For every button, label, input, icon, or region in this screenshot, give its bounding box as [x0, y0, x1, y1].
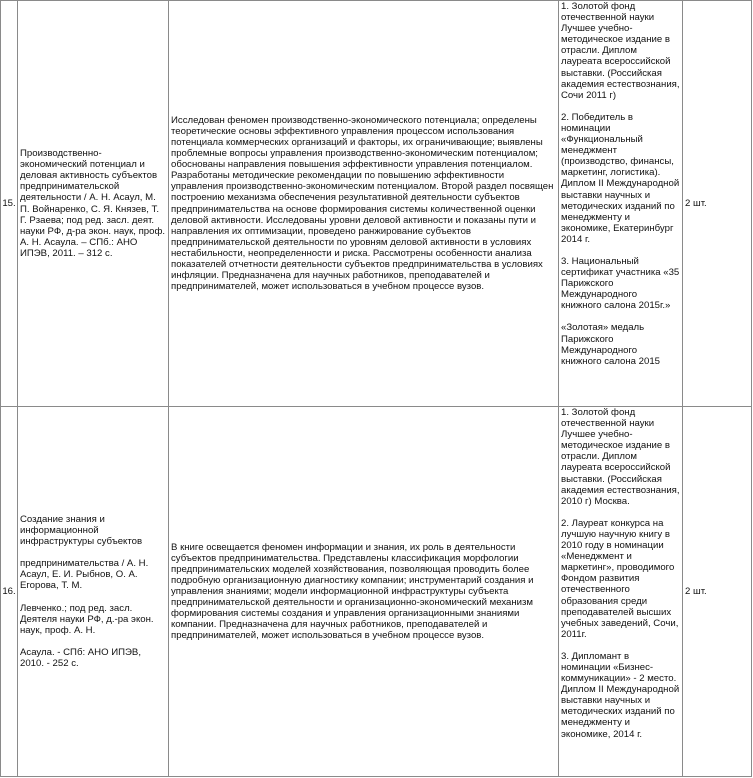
award-item: 2. Лауреат конкурса на лучшую научную книгу в 2010 году в номинации «Менеджмент и маркетинг», проводимого Фондом развития отечественного образования среди преподавателей высших учебных заведений, Сочи, 2011г. [561, 517, 679, 640]
row-number: 15. [1, 1, 18, 407]
awards-cell [559, 1, 683, 407]
award-item: 1. Золотой фонд отечественной науки Лучшее учебно-методическое издание в отрасли. Диплом лауреата всероссийской выставки. (Российская академия естествознания, 2010 г) Москва. [561, 407, 680, 507]
book-authors: предпринимательства / А. Н. Асаул, Е. И. Рыбнов, О. А. Егорова, Т. М. [20, 558, 149, 592]
table-row [1, 407, 752, 777]
book-description: Исследован феномен производственно-экономического потенциала; определены теоретические основы эффективного управления процессом использования потенциала коммерческих организаций и факторы, их ограничивающие; выявлены проблемные вопросы управления производственно-экономическим потенциалом; обоснованы направления повышения эффективности управления потенциалом. Разработаны методические рекомендации по повышению эффективности управления производственно-экономическим потенциалом. Второй раздел посвящен построению механизма обеспечения результативной деятельности субъектов предпринимательства на основе формирования системы количественной оценки деловой активности. Исследованы уровни деловой активности и показаны пути и направления их оптимизации, проведено ранжирование субъектов предпринимательской деятельности по уровням деловой активности в условиях нестабильности, неопределенности и риска. Рассмотрены особенности анализа показателей отчетности деятельности субъектов предпринимательства в условиях инфляции. Предназначена для научных работников, преподавателей и предпринимателей, может использоваться в учебном процессе вузов. [169, 1, 559, 407]
award-item: «Золотая» медаль Парижского Международного книжного салона 2015 [561, 322, 661, 367]
book-editors: Левченко.; под ред. засл. Деятеля науки РФ, д.-ра экон. наук, проф. А. Н. [20, 602, 154, 636]
award-item: 2. Победитель в номинации «Функциональный менеджмент (производство, финансы, маркетинг, логистика). Диплом II Международной выставки научных и методических изданий по менеджменту и экономике, Екатеринбург 2014 г. [561, 111, 680, 245]
book-title: Создание знания и информационной инфраструктуры субъектов [20, 513, 143, 548]
book-title-cell [18, 1, 169, 407]
book-publisher: Асаула. - СПб: АНО ИПЭВ, 2010. - 252 с. [20, 646, 141, 669]
award-item: 3. Национальный сертификат участника «35 Парижского Международного книжного салона 2015г.» [561, 255, 680, 312]
quantity: 2 шт. [683, 407, 752, 777]
award-item: 1. Золотой фонд отечественной науки Лучшее учебно-методическое издание в отрасли. Диплом лауреата всероссийской выставки. (Российская академия естествознания, Сочи 2011 г) [561, 1, 680, 101]
book-description: В книге освещается феномен информации и знания, их роль в деятельности субъектов предпринимательства. Представлены классификация морфологии предпринимательских моделей хозяйствования, позволяющая проводить более подробную организационную диагностику компании; инструментарий создания и управления знаниями; модели информационной инфраструктуры субъекта предпринимательской деятельности и организационно-экономический механизм формирования системы создания и управления организационными знаниями компании. Предназначена для научных работников, преподавателей и предпринимателей, может использоваться в учебном процессе вузов. [169, 407, 559, 777]
row-number: 16. [1, 407, 18, 777]
quantity: 2 шт. [683, 1, 752, 407]
award-item: 3. Дипломант в номинации «Бизнес-коммуникации» - 2 место. Диплом II Международной выставки научных и методических изданий по менеджменту и экономике, 2014 г. [561, 650, 680, 740]
table-row [1, 1, 752, 407]
book-title-cell [18, 407, 169, 777]
book-citation: Производственно-экономический потенциал и деловая активность субъектов предпринимательской деятельности / А. Н. Асаул, М. П. Войнаренко, С. Я. Князев, Т. Г. Рзаева; под ред. засл. деят. науки РФ, д-ра экон. наук, проф. А. Н. Асаула. – СПб.: АНО ИПЭВ, 2011. – 312 с. [20, 148, 166, 259]
awards-cell [559, 407, 683, 777]
